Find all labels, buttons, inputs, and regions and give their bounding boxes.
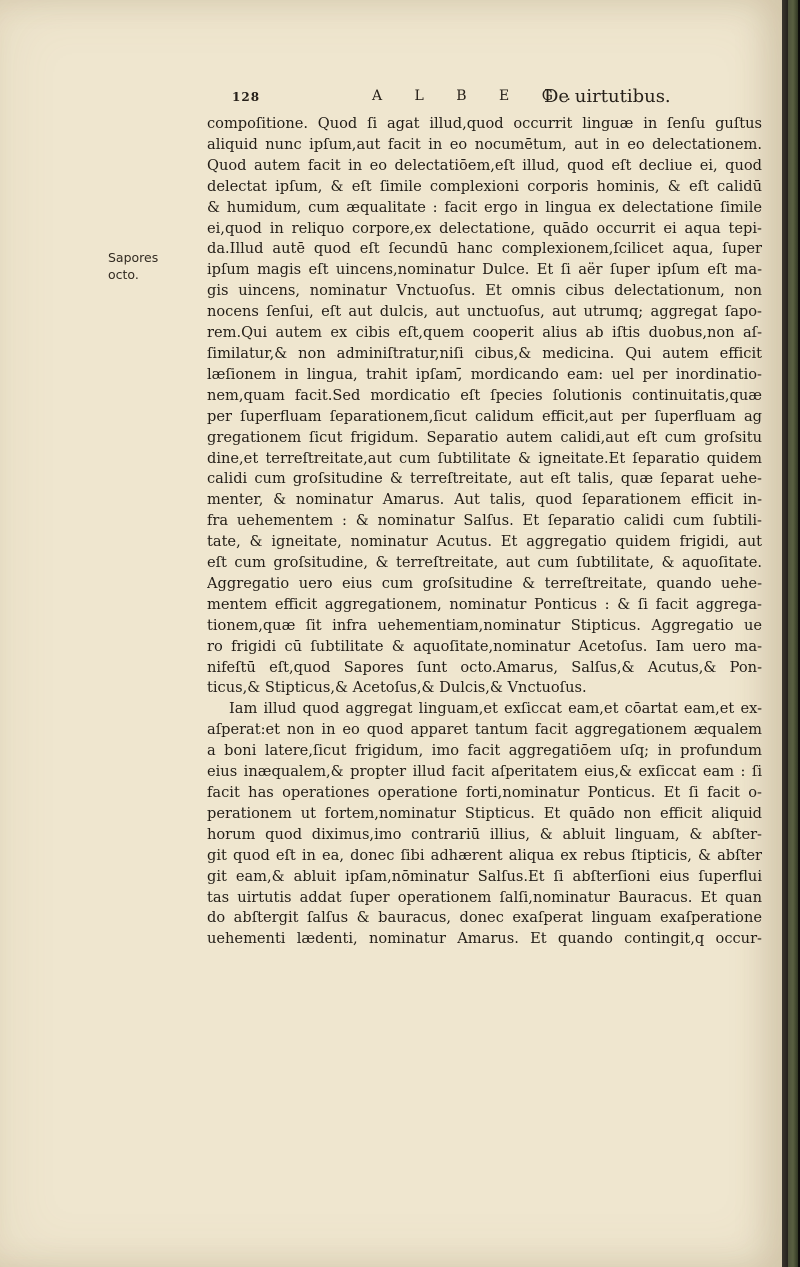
book-edge <box>782 0 800 1267</box>
text-line: uehementi lædenti, nominatur Amarus. Et quando contingit,q occur- <box>207 930 762 948</box>
text-line: delectat ipſum, & eſt ſimile complexioni corporis hominis, & eſt calidū <box>207 177 762 195</box>
text-line: per ſuperfluam ſeparationem,ſicut calidum efficit,aut per ſuperfluam ag <box>207 407 762 425</box>
text-line: horum quod diximus,imo contrariū illius, & abluit linguam, & abſter- <box>207 825 762 843</box>
text-line: da.Illud autē quod eſt ſecundū hanc complexionem,ſcilicet aqua, ſuper <box>207 240 762 258</box>
text-line: fra uehementem : & nominatur Salſus. Et ſeparatio calidi cum ſubtili- <box>207 512 762 530</box>
text-line: compoſitione. Quod ſi agat illud,quod occurrit linguæ in ſenſu guſtus <box>207 115 762 132</box>
text-line: gis uincens, nominatur Vnctuoſus. Et omnis cibus delectationum, non <box>207 282 762 300</box>
text-line: eſt cum groſsitudine, & terreſtreitate, aut cum ſubtilitate, & aquoſitate. <box>207 554 762 572</box>
margin-note-line: octo. <box>108 267 139 282</box>
text-line: eius inæqualem,& propter illud facit aſperitatem eius,& exſiccat eam : ſi <box>207 763 762 781</box>
text-line: do abſtergit ſalſus & bauracus, donec exaſperat linguam exaſperatione <box>207 909 762 927</box>
text-line: dine,et terreſtreitate,aut cum ſubtilitate & igneitate.Et ſeparatio quidem <box>207 449 762 467</box>
text-line: & humidum, cum æqualitate : facit ergo in lingua ex delectatione ſimile <box>207 198 762 216</box>
running-header <box>226 86 676 112</box>
text-line: Aggregatio uero eius cum groſsitudine & terreſtreitate, quando uehe- <box>207 574 762 592</box>
text-line: calidi cum groſsitudine & terreſtreitate, aut eſt talis, quæ ſeparat uehe- <box>207 470 762 488</box>
text-line: ticus,& Stipticus,& Acetoſus,& Dulcis,& Vnctuoſus. <box>207 679 587 697</box>
text-line: nifeſtū eſt,quod Sapores ſunt octo.Amarus, Salſus,& Acutus,& Pon- <box>207 658 762 676</box>
text-line: facit has operationes operatione forti,nominatur Ponticus. Et ſi facit o- <box>207 784 762 801</box>
text-line: git eam,& abluit ipſam,nōminatur Salſus.Et ſi abſterſioni eius ſuperflui <box>207 867 762 885</box>
text-line: tate, & igneitate, nominatur Acutus. Et aggregatio quidem frigidi, aut <box>207 533 762 551</box>
text-line: perationem ut fortem,nominatur Stipticus. Et quādo non efficit aliquid <box>207 804 762 822</box>
text-line: mentem efficit aggregationem, nominatur Ponticus : & ſi facit aggrega- <box>207 595 762 613</box>
text-line: Quod autem facit in eo delectatiōem,eſt illud, quod eſt decliue ei, quod <box>207 156 762 174</box>
text-line: nem,quam facit.Sed mordicatio eſt ſpecies ſolutionis continuitatis,quæ <box>207 386 762 404</box>
text-line: ſimilatur,& non adminiſtratur,niſi cibus,& medicina. Qui autem efficit <box>207 344 762 362</box>
text-line: ro frigidi cū ſubtilitate & aquoſitate,nominatur Acetoſus. Iam uero ma- <box>207 637 762 655</box>
text-line: menter, & nominatur Amarus. Aut talis, quod ſeparationem efficit in- <box>207 491 762 509</box>
text-line: Iam illud quod aggregat linguam,et exſiccat eam,et cōartat eam,et ex- <box>229 700 762 718</box>
text-line: ipſum magis eſt uincens,nominatur Dulce. Et ſi aër ſuper ipſum eſt ma- <box>207 261 762 279</box>
text-line: aliquid nunc ipſum,aut facit in eo nocumētum, aut in eo delectationem. <box>207 135 762 153</box>
text-line: aſperat:et non in eo quod apparet tantum facit aggregationem æqualem <box>207 721 762 739</box>
text-line: læſionem in lingua, trahit ipſam,̄ mordicando eam: uel per inordinatio- <box>207 365 762 383</box>
body-text <box>207 114 762 950</box>
page-number: 128 <box>232 90 261 104</box>
text-line: nocens ſenſui, eſt aut dulcis, aut unctuoſus, aut utrumq; aggregat ſapo- <box>207 303 762 321</box>
running-head-author: A L B E G. <box>372 88 585 104</box>
adjacent-page-strip <box>788 0 798 1267</box>
text-line: tionem,quæ ſit infra uehementiam,nominatur Stipticus. Aggregatio ue <box>207 616 762 634</box>
margin-note <box>108 249 178 283</box>
text-line: git quod eſt in ea, donec ſibi adhærent aliqua ex rebus ſtipticis, & abſter <box>207 846 762 864</box>
text-line: ei,quod in reliquo corpore,ex delectatione, quādo occurrit ei aqua tepi- <box>207 219 762 237</box>
text-line: tas uirtutis addat ſuper operationem ſalſi,nominatur Bauracus. Et quan <box>207 888 762 906</box>
text-line: a boni latere,ſicut frigidum, imo facit aggregatiōem uſq; in profundum <box>207 742 762 760</box>
running-head-title: De uirtutibus. <box>544 86 671 107</box>
text-line: rem.Qui autem ex cibis eſt,quem cooperit alius ab iſtis duobus,non aſ- <box>207 324 762 342</box>
margin-note-line: Sapores <box>108 250 159 265</box>
text-line: gregationem ſicut frigidum. Separatio autem calidi,aut eſt cum groſsitu <box>207 428 762 446</box>
